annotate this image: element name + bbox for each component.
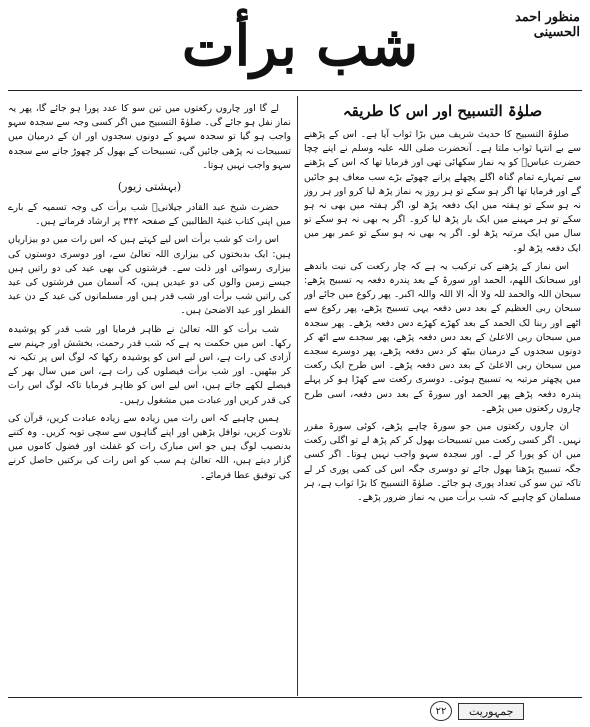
magazine-name: جمہوریت bbox=[458, 703, 524, 720]
right-column bbox=[304, 100, 581, 690]
author-name: منظور احمد الحسینی bbox=[514, 10, 580, 40]
paragraph: صلوٰۃ التسبیح کا حدیث شریف میں بڑا ثواب آیا ہے۔ اس کے پڑھنے سے بے انتہا ثواب ملتا ہے۔ آنحضرت صلی اللہ علیہ وسلم نے اپنے چچا حضرت عباسؓ کو یہ نماز سکھائی تھی اور فرمایا تھا کہ اس کے پڑھنے سے تمہارے تمام گناہ اگلے پچھلے پرانے چھوٹے بڑے سب معاف ہو جائیں گے اور فرمایا تھا اگر ہو سکے تو ہر روز یہ نماز پڑھ لیا کرو اور ہر روز نہ ہو سکے تو ہفتہ میں ایک دفعہ پڑھ لو، اگر ہفتہ میں بھی نہ ہو سکے تو ہر مہینے میں ایک بار پڑھ لیا کرو۔ اگر یہ بھی نہ ہو سکے تو سال میں ایک مرتبہ پڑھ لو۔ اگر یہ بھی نہ ہو سکے تو عمر بھر میں ایک دفعہ پڑھ لو۔ bbox=[304, 129, 581, 254]
paragraph: لے گا اور چاروں رکعتوں میں تین سو کا عدد پورا ہو جائے گا، پھر یہ نماز نفل ہو جائے گی۔ صلوٰۃ التسبیح میں اگر کسی وجہ سے سجدہ سہو واجب ہو گیا تو سجدہ سہو کے دونوں سجدوں اور ان کے درمیان میں تسبیحات نہ پڑھی جائیں گی، تسبیحات کے بھول کر چھوڑ جانے سے سجدہ سہو واجب نہیں ہوتا۔ bbox=[8, 103, 291, 171]
bottom-rule bbox=[8, 697, 582, 698]
footer bbox=[430, 700, 580, 722]
paragraph: اس نماز کے پڑھنے کی ترکیب یہ ہے کہ چار رکعت کی نیت باندھے اور سبحانک اللھم، الحمد اور سورۃ کے بعد پندرہ دفعہ یہ تسبیح پڑھے: سبحان اللہ والحمد للہ ولا الٰہ الا اللہ واللہ اکبر۔ پھر رکوع میں جائے اور سبحان ربی العظیم کے بعد دس دفعہ یہی تسبیح پڑھے، پھر رکوع سے اٹھے اور ربنا لک الحمد کے بعد کھڑے کھڑے دس دفعہ پڑھے۔ پھر سجدہ میں سبحان ربی الاعلیٰ کے بعد دس دفعہ پڑھے، پھر سجدے سے اٹھ کر دونوں سجدوں کے درمیان بیٹھ کر دس دفعہ پڑھے، پھر دوسرے سجدے میں سبحان ربی الاعلیٰ کے بعد دس دفعہ پڑھے۔ اس طرح ایک رکعت میں پچھتر مرتبہ یہ تسبیح ہوئی۔ دوسری رکعت سے کھڑا ہو کر پہلے پندرہ دفعہ پڑھے پھر الحمد اور سورۃ کے بعد دس دفعہ، اسی طرح چاروں رکعتوں میں پڑھے۔ bbox=[304, 260, 581, 414]
article-title: شب برأت bbox=[181, 13, 419, 79]
paragraph: ہمیں چاہیے کہ اس رات میں زیادہ سے زیادہ عبادت کریں، قرآن کی تلاوت کریں، نوافل پڑھیں اور اپنے گناہوں سے سچی توبہ کریں۔ وہ کتنے بدنصیب لوگ ہیں جو اس مبارک رات کو غفلت اور فضول کاموں میں گزار دیتے ہیں، اللہ تعالیٰ ہم سب کو اس رات کی برکتیں حاصل کرنے کی توفیق عطا فرمائے۔ bbox=[8, 412, 291, 481]
source-subheading: (بہشتی زیور) bbox=[117, 180, 182, 194]
paragraph: حضرت شیخ عبد القادر جیلانیؒ شب برأت کی وجہ تسمیہ کے بارے میں اپنی کتاب غنیۃ الطالبین کے صفحہ ۳۴۲ پر ارشاد فرماتے ہیں۔ bbox=[8, 202, 291, 228]
column-divider bbox=[297, 96, 298, 696]
section-heading: صلوٰۃ التسبیح اور اس کا طریقہ bbox=[342, 102, 543, 120]
paragraph: شب برأت کو اللہ تعالیٰ نے ظاہر فرمایا اور شب قدر کو پوشیدہ رکھا۔ اس میں حکمت یہ ہے کہ شب قدر رحمت، بخشش اور جہنم سے آزادی کی رات ہے، اس لیے اس کو پوشیدہ رکھا کہ لوگ اس پر تکیہ نہ کر بیٹھیں۔ اور شب برأت فیصلوں کی رات ہے، اس میں سال بھر کے فیصلے لکھے جاتے ہیں، اس لیے اس کو ظاہر فرمایا تاکہ لوگ اس رات کی قدر کریں اور عبادت میں مشغول رہیں۔ bbox=[8, 323, 291, 406]
top-rule bbox=[8, 90, 582, 91]
paragraph: اس رات کو شب برأت اس لیے کہتے ہیں کہ اس رات میں دو بیزاریاں ہیں: ایک بدبختوں کی بیزاری اللہ تعالیٰ سے، اور دوسری دوستوں کی بیزاری رسوائی اور ذلت سے۔ فرشتوں کی بھی عید کی دو راتیں ہیں جیسے زمین والوں کی دو عیدیں ہیں، کہ آسمان میں فرشتوں کی عید کی راتیں شب برأت اور شب قدر ہیں اور مسلمانوں کی عید کے دن عید الفطر اور عید الاضحیٰ ہیں۔ bbox=[8, 234, 291, 317]
page-number: ۲۲ bbox=[430, 701, 452, 721]
paragraph: ان چاروں رکعتوں میں جو سورۃ چاہے پڑھے، کوئی سورۃ مقرر نہیں۔ اگر کسی رکعت میں تسبیحات بھول کر کم پڑھ لے تو اگلی رکعت میں ان کو پورا کر لے۔ اور سجدہ سہو واجب نہیں ہوتا۔ اگر کسی جگہ تسبیح پڑھنا بھول جائے تو دوسری جگہ اس کی کمی پوری کر لے تاکہ تین سو کی تعداد پوری ہو جائے۔ صلوٰۃ التسبیح کا بڑا ثواب ہے، ہر مسلمان کو چاہیے کہ شب برأت میں یہ نماز ضرور پڑھے۔ bbox=[304, 421, 581, 504]
left-column bbox=[8, 102, 291, 692]
